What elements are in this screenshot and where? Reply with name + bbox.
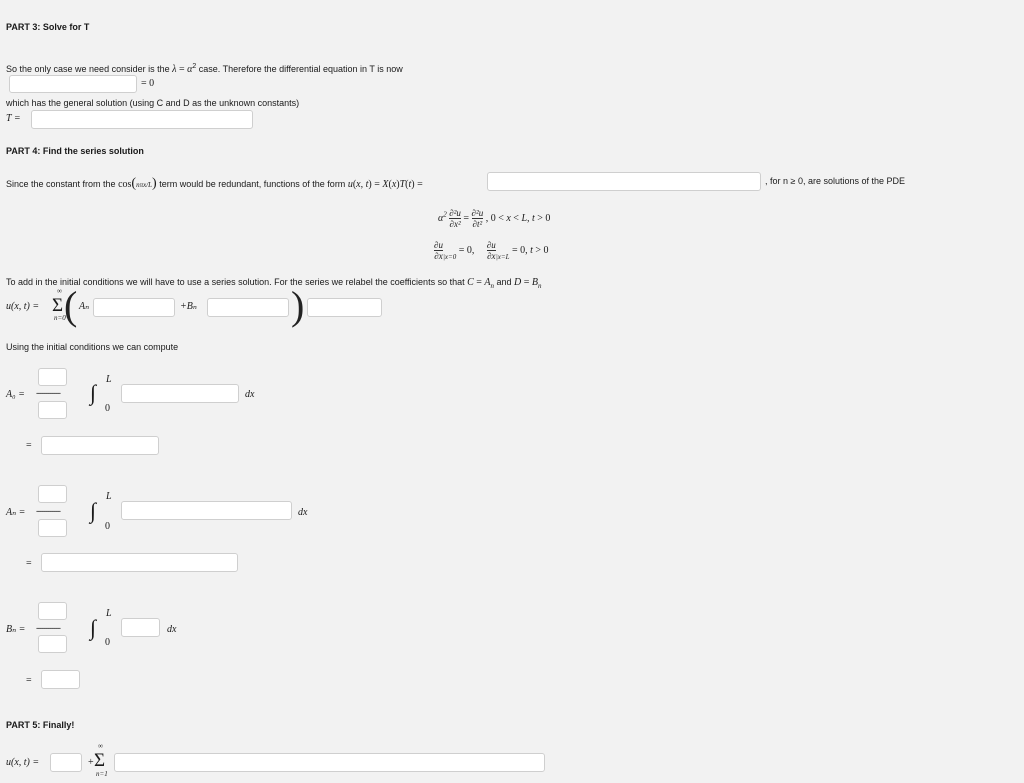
a0-label: A₀ = bbox=[6, 389, 25, 400]
an-denominator-input[interactable] bbox=[38, 519, 67, 537]
for-n-text: , for n ≥ 0, are solutions of the PDE bbox=[765, 176, 906, 186]
bn-result-input[interactable] bbox=[41, 670, 80, 689]
a0-int-upper: L bbox=[106, 374, 112, 385]
bn-label: Bₙ = bbox=[6, 624, 26, 635]
general-solution-text: which has the general solution (using C and D as the unknown constants) bbox=[6, 98, 300, 108]
a0-denominator-input[interactable] bbox=[38, 401, 67, 419]
right-paren: ) bbox=[291, 283, 305, 328]
product-solution-input[interactable] bbox=[487, 172, 761, 191]
bn-int-upper: L bbox=[106, 608, 112, 619]
t-equals-label: T = bbox=[6, 113, 21, 124]
t-general-solution-input[interactable] bbox=[31, 110, 253, 129]
an-int-upper: L bbox=[106, 491, 112, 502]
an-integrand-input[interactable] bbox=[121, 501, 292, 520]
pde-equation: $\alpha^2$ $\frac{\text{∂²u}}{\text{∂x²}}$ = $\frac{\text{∂²u}}{\text{∂t²}}$ , 0 < x < L, t > 0 bbox=[438, 208, 551, 229]
initial-conditions-text: To add in the initial conditions we will have to use a series solution. For the series we relabel the coefficients so that $C = A_n$ and $D = B_n$ bbox=[6, 277, 542, 290]
final-sigma-symbol: Σ bbox=[94, 750, 106, 771]
an-result-input[interactable] bbox=[41, 553, 238, 572]
sigma-symbol: Σ bbox=[52, 295, 64, 316]
spatial-term-input[interactable] bbox=[307, 298, 382, 317]
an-fraction-bar: ------------ bbox=[36, 506, 60, 516]
a0-fraction-bar: ------------ bbox=[36, 388, 60, 398]
using-initial-text: Using the initial conditions we can compute bbox=[6, 342, 179, 352]
bn-denominator-input[interactable] bbox=[38, 635, 67, 653]
u-final-constant-input[interactable] bbox=[50, 753, 82, 772]
a0-result-input[interactable] bbox=[41, 436, 159, 455]
part4-title: PART 4: Find the series solution bbox=[6, 146, 144, 156]
an-equals: = bbox=[26, 558, 32, 569]
an-numerator-input[interactable] bbox=[38, 485, 67, 503]
t-ode-input[interactable] bbox=[9, 75, 137, 93]
an-dx: dx bbox=[298, 507, 308, 518]
bn-integrand-input[interactable] bbox=[121, 618, 160, 637]
a0-numerator-input[interactable] bbox=[38, 368, 67, 386]
part5-title: PART 5: Finally! bbox=[6, 720, 75, 730]
left-paren: ( bbox=[64, 283, 78, 328]
since-text: Since the constant from the cos(nπx/L) term would be redundant, functions of the form u(x, t) = X(x)T(t) = bbox=[6, 176, 423, 191]
bn-equals: = bbox=[26, 675, 32, 686]
u-final-label: u(x, t) = bbox=[6, 757, 40, 768]
u-final-plus: + bbox=[88, 757, 94, 768]
ode-equals-zero: = 0 bbox=[141, 78, 155, 89]
bn-term-input[interactable] bbox=[207, 298, 289, 317]
boundary-conditions: $\frac{\partial u}{\partial x}$ $_{|x=0}$ = 0, $\frac{\partial u}{\partial x}$ $_{|x=L}$ = 0, t > 0 bbox=[434, 240, 549, 261]
a0-integrand-input[interactable] bbox=[121, 384, 239, 403]
part3-sentence: So the only case we need consider is the $\lambda = \alpha^2$ case. Therefore the differential equation in T is now bbox=[6, 63, 403, 75]
a0-equals: = bbox=[26, 440, 32, 451]
bn-dx: dx bbox=[167, 624, 177, 635]
sum-lower: n=0 bbox=[54, 314, 66, 322]
a0-int-lower: 0 bbox=[105, 403, 110, 414]
a0-dx: dx bbox=[245, 389, 255, 400]
sum-upper: ∞ bbox=[57, 287, 62, 295]
a0-integral-icon: ∫ bbox=[90, 380, 97, 405]
an-integral-icon: ∫ bbox=[90, 498, 97, 523]
bn-fraction-bar: ------------ bbox=[36, 623, 60, 633]
an-int-lower: 0 bbox=[105, 521, 110, 532]
an-term-input[interactable] bbox=[93, 298, 175, 317]
bn-int-lower: 0 bbox=[105, 637, 110, 648]
an-label: Aₙ = bbox=[6, 507, 26, 518]
final-sum-upper: ∞ bbox=[98, 742, 103, 750]
bn-integral-icon: ∫ bbox=[90, 615, 97, 640]
u-series-label: u(x, t) = bbox=[6, 301, 40, 312]
part3-title: PART 3: Solve for T bbox=[6, 22, 90, 32]
final-sum-lower: n=1 bbox=[96, 770, 108, 778]
u-final-series-input[interactable] bbox=[114, 753, 545, 772]
plus-bn: +Bₙ bbox=[180, 301, 197, 312]
bn-numerator-input[interactable] bbox=[38, 602, 67, 620]
an-coefficient: Aₙ bbox=[79, 301, 90, 312]
